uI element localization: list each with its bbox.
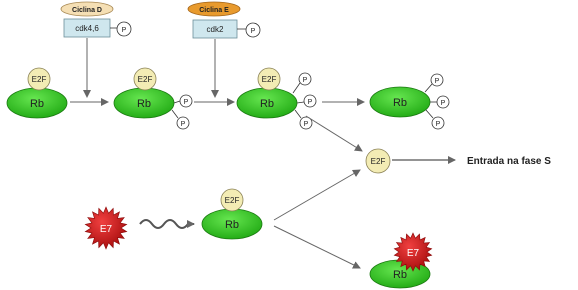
- phosphate-label: P: [183, 99, 189, 106]
- rb-e2f-complex-3: [237, 68, 316, 129]
- phosphate-label: P: [440, 100, 446, 107]
- phosphate-label: P: [435, 121, 441, 128]
- rb-e2f-complex-bottom: [202, 189, 262, 239]
- cdk2-label: cdk2: [206, 25, 224, 34]
- e2f-label: E2F: [224, 196, 240, 205]
- e2f-label: E2F: [370, 157, 386, 166]
- arrow-stage3-to-e2f: [303, 116, 362, 151]
- kinase-complex-cyclin-d: [61, 2, 131, 37]
- rb-label: Rb: [136, 98, 152, 110]
- e2f-label: E2F: [31, 75, 47, 84]
- arrow-bottom-to-e2f: [274, 170, 360, 220]
- cyclin-d-label: Ciclina D: [72, 7, 102, 14]
- e2f-free: [366, 149, 390, 173]
- s-phase-entry-label: Entrada na fase S: [467, 156, 551, 167]
- e7-label: E7: [99, 224, 113, 235]
- rb-label: Rb: [259, 98, 275, 110]
- cdk46-label: cdk4,6: [75, 24, 99, 33]
- phosphate-label: P: [302, 77, 308, 84]
- phosphate-label: P: [250, 28, 256, 35]
- rb-e2f-complex-2: [114, 68, 192, 129]
- rb-label: Rb: [29, 98, 45, 110]
- kinase-complex-cyclin-e: [188, 2, 260, 38]
- wavy-arrow-e7-binds: [140, 220, 194, 228]
- arrow-bottom-to-rb-e7: [274, 226, 360, 268]
- rb-label: Rb: [224, 219, 240, 231]
- e7-oncoprotein: [85, 207, 126, 249]
- phosphate-label: P: [303, 121, 309, 128]
- e2f-label: E2F: [137, 75, 153, 84]
- rb-label: Rb: [392, 269, 408, 281]
- e7-label: E7: [406, 248, 420, 259]
- rb-e2f-complex-1: [7, 68, 67, 118]
- e2f-label: E2F: [261, 75, 277, 84]
- cyclin-e-label: Ciclina E: [199, 7, 229, 14]
- phosphate-label: P: [434, 78, 440, 85]
- phosphate-label: P: [307, 99, 313, 106]
- rb-e7-complex: [370, 233, 432, 288]
- phosphate-label: P: [121, 27, 127, 34]
- phosphate-label: P: [180, 121, 186, 128]
- rb-label: Rb: [392, 97, 408, 109]
- rb-free-phosphorylated: [370, 74, 449, 129]
